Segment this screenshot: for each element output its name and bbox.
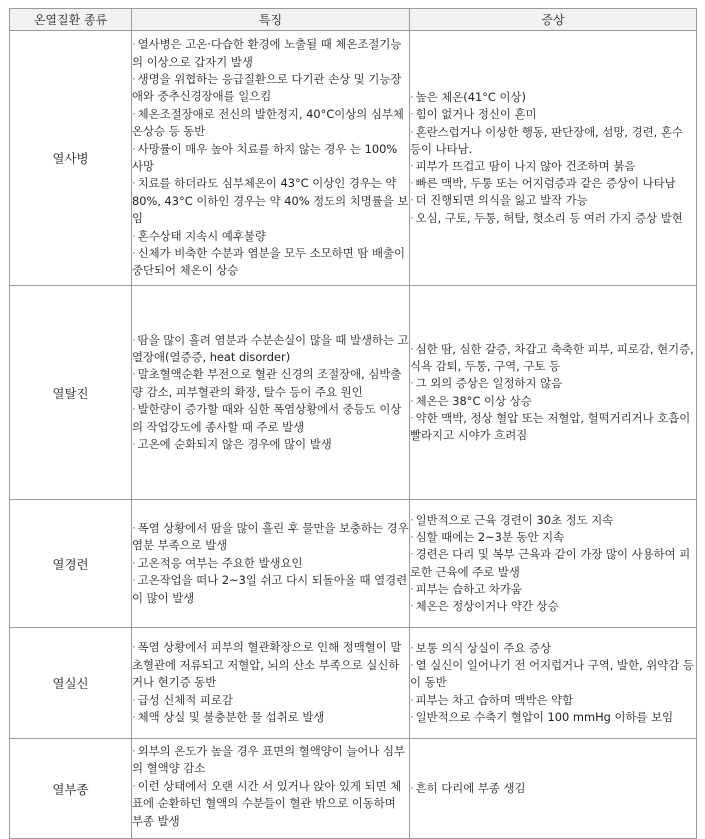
feature-item: · 외부의 온도가 높을 경우 표면의 혈액양이 늘어나 심부의 혈액양 감소 [132,743,409,778]
symptom-item: · 심한 땀, 심한 갈증, 차갑고 축축한 피부, 피로감, 현기증, 식욕 감퇴, 두통, 구역, 구토 등 [410,341,696,375]
cropped-caption [0,0,705,8]
symptoms-cell [410,739,697,839]
table-row-heat-cramps [10,500,697,628]
table-row-heat-exhaustion [10,286,697,500]
feature-item: · 발한량이 증가할 때와 심한 폭염상황에서 중등도 이상의 작업강도에 종사할 때 주로 발생 [132,401,409,436]
symptom-item: · 보통 의식 상실이 주요 증상 [410,640,696,657]
symptom-item: · 피부는 차고 습하며 맥박은 약함 [410,692,696,709]
symptom-item: · 심할 때에는 2~3분 동안 지속 [410,529,696,546]
feature-item: · 폭염 상황에서 땀을 많이 흘린 후 물만을 보충하는 경우 염분 부족으로 발생 [132,520,409,555]
symptom-item: · 피부가 뜨겁고 땀이 나지 않아 건조하며 붉음 [410,158,696,175]
symptom-item: · 흔히 다리에 부종 생김 [410,780,696,797]
symptom-item: · 체온은 정상이거나 약간 상승 [410,598,696,615]
header-row [10,9,697,31]
feature-item: · 이런 상태에서 오랜 시간 서 있거나 앉아 있게 되면 체표에 순환하던 혈액의 수분들이 혈관 밖으로 이동하며 부종 발생 [132,778,409,830]
features-cell [132,739,410,839]
feature-item: · 고온에 순화되지 않은 경우에 많이 발생 [132,436,409,453]
type-cell: 열탈진 [10,286,132,500]
feature-item: · 혼수상태 지속시 예후불량 [132,228,409,245]
symptom-item: · 약한 맥박, 정상 혈압 또는 저혈압, 헐떡거리거나 호흡이 빨라지고 시야가 흐려짐 [410,410,696,444]
type-cell: 열경련 [10,500,132,628]
feature-item: · 말초혈액순환 부전으로 혈관 신경의 조절장애, 심박출량 감소, 피부혈관의 확장, 탈수 등이 주요 원인 [132,366,409,401]
symptom-item: · 오심, 구토, 두통, 허탈, 헛소리 등 여러 가지 증상 발현 [410,210,696,227]
symptom-item: · 체온은 38°C 이상 상승 [410,393,696,410]
table-row-heat-syncope [10,628,697,739]
symptoms-cell [410,628,697,739]
feature-item: · 고온작업을 떠나 2~3일 쉬고 다시 되돌아올 때 열경련이 많이 발생 [132,572,409,607]
feature-item: · 체온조절장애로 전신의 발한정지, 40°C이상의 심부체온상승 등 동반 [132,106,409,141]
feature-item: · 열사병은 고온·다습한 환경에 노출될 때 체온조절기능의 이상으로 갑자기 발생 [132,36,409,71]
symptom-item: · 일반적으로 근육 경련이 30초 정도 지속 [410,512,696,529]
features-cell [132,31,410,286]
symptom-item: · 그 외의 증상은 일정하지 않음 [410,375,696,392]
type-cell: 열사병 [10,31,132,286]
feature-item: · 고온적응 여부는 주요한 발생요인 [132,555,409,572]
feature-item: · 급성 신체적 피로감 [132,692,409,709]
symptoms-cell [410,286,697,500]
symptom-item: · 일반적으로 수축기 혈압이 100 mmHg 이하를 보임 [410,709,696,726]
table-row-heatstroke [10,31,697,286]
symptom-item: · 힘이 없거나 정신이 혼미 [410,106,696,123]
features-cell [132,286,410,500]
feature-item: · 치료를 하더라도 심부체온이 43°C 이상인 경우는 약 80%, 43°C 이하인 경우는 약 40% 정도의 치명률을 보임 [132,175,409,227]
feature-item: · 사망률이 매우 높아 치료를 하지 않는 경우 는 100% 사망 [132,141,409,176]
symptom-item: · 피부는 습하고 차가움 [410,581,696,598]
header-symptoms: 증상 [410,9,697,31]
symptoms-cell [410,31,697,286]
symptom-item: · 빠른 맥박, 두통 또는 어지럼증과 같은 증상이 나타남 [410,175,696,192]
heat-illness-table [9,8,697,839]
feature-item: · 생명을 위협하는 응급질환으로 다기관 손상 및 기능장애와 중추신경장애를 일으킴 [132,71,409,106]
type-cell: 열실신 [10,628,132,739]
symptom-item: · 높은 체온(41°C 이상) [410,89,696,106]
table-row-heat-edema [10,739,697,839]
symptoms-cell [410,500,697,628]
feature-item: · 체액 상실 및 불충분한 물 섭취로 발생 [132,709,409,726]
feature-item: · 폭염 상황에서 피부의 혈관확장으로 인해 정맥혈이 말초혈관에 저류되고 저혈압, 뇌의 산소 부족으로 실신하거나 현기증 동반 [132,639,409,691]
header-type: 온열질환 종류 [10,9,132,31]
header-features: 특징 [132,9,410,31]
symptom-item: · 더 진행되면 의식을 잃고 발작 가능 [410,192,696,209]
symptom-item: · 혼란스럽거나 이상한 행동, 판단장애, 섬망, 경련, 혼수 등이 나타남. [410,124,696,158]
features-cell [132,500,410,628]
symptom-item: · 열 실신이 일어나기 전 어지럽거나 구역, 발한, 위약감 등이 동반 [410,657,696,691]
features-cell [132,628,410,739]
symptom-item: · 경련은 다리 및 복부 근육과 같이 가장 많이 사용하여 피로한 근육에 주로 발생 [410,546,696,580]
type-cell: 열부종 [10,739,132,839]
feature-item: · 신체가 비축한 수분과 염분을 모두 소모하면 땀 배출이 중단되어 체온이 상승 [132,245,409,280]
feature-item: · 땀을 많이 흘려 염분과 수분손실이 많을 때 발생하는 고열장애(열증증, heat disorder) [132,332,409,367]
